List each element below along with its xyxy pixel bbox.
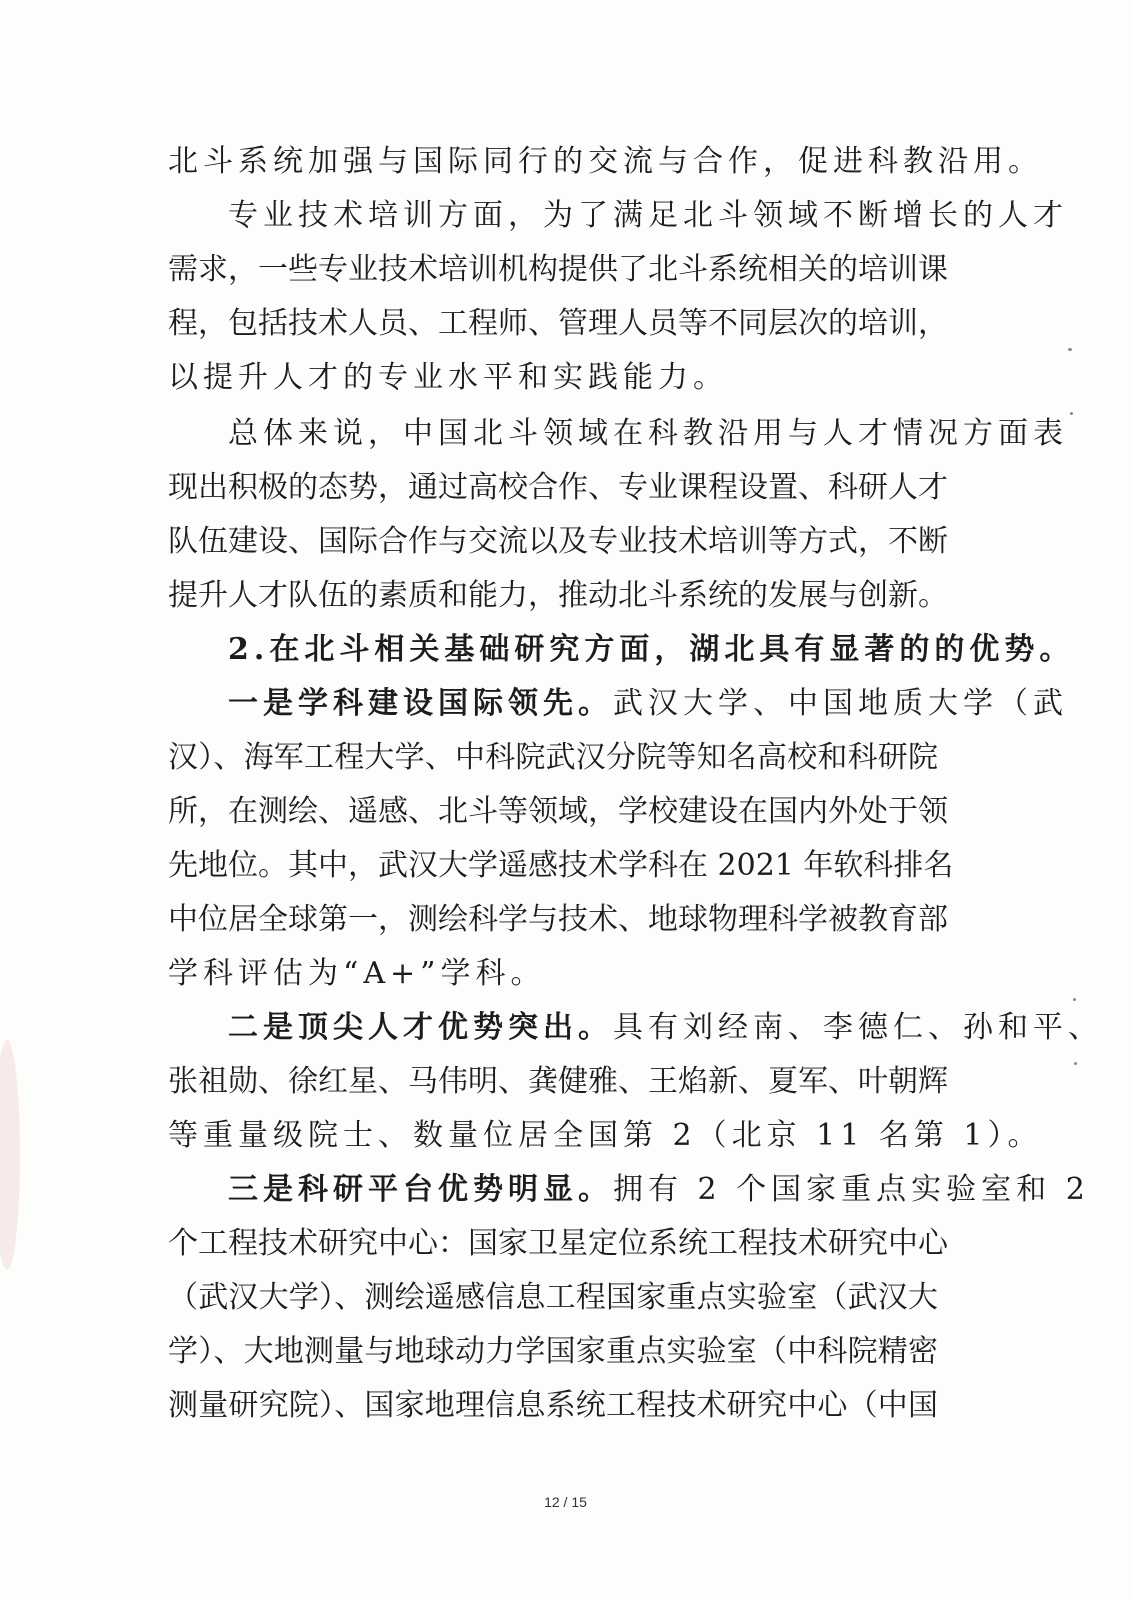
scan-speck [1068, 348, 1072, 351]
paragraph-text: 武汉大学、中国地质大学（武 [613, 686, 1068, 721]
bold-lead: 二是顶尖人才优势突出。 [228, 1010, 613, 1045]
paragraph-line: 汉）、海军工程大学、中科院武汉分院等知名高校和科研院 [168, 740, 938, 775]
bold-lead: 一是学科建设国际领先。 [228, 686, 613, 721]
paragraph-text: 拥有 2 个国家重点实验室和 2 [613, 1172, 1090, 1207]
paragraph-line: 中位居全球第一，测绘科学与技术、地球物理科学被教育部 [168, 902, 948, 937]
paragraph-line: 学科评估为“A+”学科。 [168, 956, 546, 991]
scan-stain [0, 1040, 20, 1270]
paragraph-line: 提升人才队伍的素质和能力，推动北斗系统的发展与创新。 [168, 578, 948, 613]
paragraph-line: 需求，一些专业技术培训机构提供了北斗系统相关的培训课 [168, 252, 948, 287]
scan-speck [1074, 1062, 1077, 1065]
paragraph-line: 总体来说，中国北斗领域在科教沿用与人才情况方面表 [228, 416, 1068, 451]
paragraph-line: 所，在测绘、遥感、北斗等领域，学校建设在国内外处于领 [168, 794, 948, 829]
scan-speck [1073, 998, 1076, 1001]
paragraph-line: 队伍建设、国际合作与交流以及专业技术培训等方式，不断 [168, 524, 948, 559]
paragraph-line: 专业技术培训方面，为了满足北斗领域不断增长的人才 [228, 198, 1068, 233]
paragraph-line [228, 1170, 1090, 1210]
paragraph-line: 张祖勋、徐红星、马伟明、龚健雅、王焰新、夏军、叶朝辉 [168, 1064, 948, 1099]
paragraph-line [228, 1008, 1103, 1048]
bold-lead: 三是科研平台优势明显。 [228, 1172, 613, 1207]
paragraph-line: 个工程技术研究中心：国家卫星定位系统工程技术研究中心 [168, 1226, 948, 1261]
paragraph-line: （武汉大学）、测绘遥感信息工程国家重点实验室（武汉大 [168, 1280, 938, 1315]
paragraph-line: 先地位。其中，武汉大学遥感技术学科在 2021 年软科排名 [168, 848, 954, 883]
paragraph-line: 程，包括技术人员、工程师、管理人员等不同层次的培训， [168, 306, 948, 341]
paragraph-line: 北斗系统加强与国际同行的交流与合作，促进科教沿用。 [168, 144, 1043, 179]
paragraph-line [228, 684, 1068, 724]
page-number: 12 / 15 [544, 1494, 587, 1510]
paragraph-line: 测量研究院）、国家地理信息系统工程技术研究中心（中国 [168, 1388, 938, 1423]
paragraph-line: 以提升人才的专业水平和实践能力。 [168, 360, 728, 395]
paragraph-line: 学）、大地测量与地球动力学国家重点实验室（中科院精密 [168, 1334, 938, 1369]
scan-speck [1070, 412, 1073, 415]
paragraph-line: 现出积极的态势，通过高校合作、专业课程设置、科研人才 [168, 470, 948, 505]
paragraph-line: 等重量级院士、数量位居全国第 2（北京 11 名第 1）。 [168, 1118, 1043, 1153]
paragraph-text: 具有刘经南、李德仁、孙和平、 [613, 1010, 1103, 1045]
section-heading: 2.在北斗相关基础研究方面，湖北具有显著的的优势。 [228, 632, 1075, 667]
